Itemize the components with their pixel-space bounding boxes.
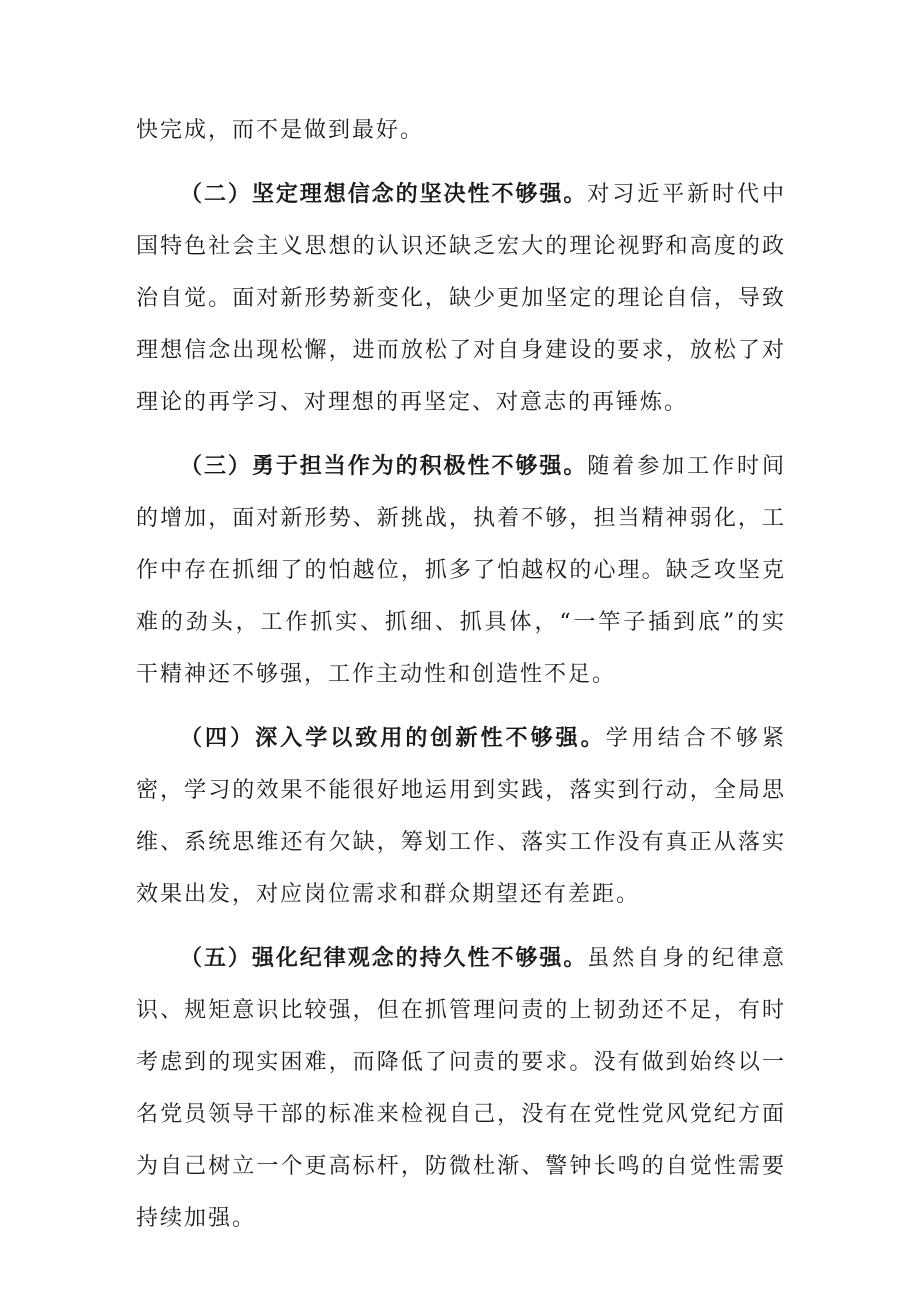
section-heading: （五）强化纪律观念的持久性不够强。 [180, 946, 588, 971]
paragraph-continuation [136, 105, 786, 157]
paragraph-section-4 [136, 713, 786, 921]
section-heading: （二）坚定理想信念的坚决性不够强。 [180, 182, 588, 207]
section-heading: （四）深入学以致用的创新性不够强。 [180, 726, 606, 751]
paragraph-body: 学用结合不够紧密，学习的效果不能很好地运用到实践，落实到行动，全局思维、系统思维还有欠缺，筹划工作、落实工作没有真正从落实效果出发，对应岗位需求和群众期望还有差距。 [136, 726, 786, 907]
paragraph-section-3 [136, 441, 786, 701]
document-body [136, 105, 786, 1257]
paragraph-body: 随着参加工作时间的增加，面对新形势、新挑战，执着不够，担当精神弱化，工作中存在抓细了的怕越位，抓多了怕越权的心理。缺乏攻坚克难的劲头，工作抓实、抓细、抓具体，“一竿子插到底”的实干精神还不够强，工作主动性和创造性不足。 [136, 454, 786, 687]
paragraph-body: 对习近平新时代中国特色社会主义思想的认识还缺乏宏大的理论视野和高度的政治自觉。面对新形势新变化，缺少更加坚定的理论自信，导致理想信念出现松懈，进而放松了对自身建设的要求，放松了对理论的再学习、对理想的再坚定、对意志的再锤炼。 [136, 182, 786, 415]
paragraph-body: 快完成，而不是做到最好。 [136, 118, 425, 143]
paragraph-section-5 [136, 933, 786, 1245]
section-heading: （三）勇于担当作为的积极性不够强。 [180, 454, 588, 479]
paragraph-body: 虽然自身的纪律意识、规矩意识比较强，但在抓管理问责的上韧劲还不足，有时考虑到的现实困难，而降低了问责的要求。没有做到始终以一名党员领导干部的标准来检视自己，没有在党性党风党纪方面为自己树立一个更高标杆，防微杜渐、警钟长鸣的自觉性需要持续加强。 [136, 946, 786, 1231]
paragraph-section-2 [136, 169, 786, 429]
